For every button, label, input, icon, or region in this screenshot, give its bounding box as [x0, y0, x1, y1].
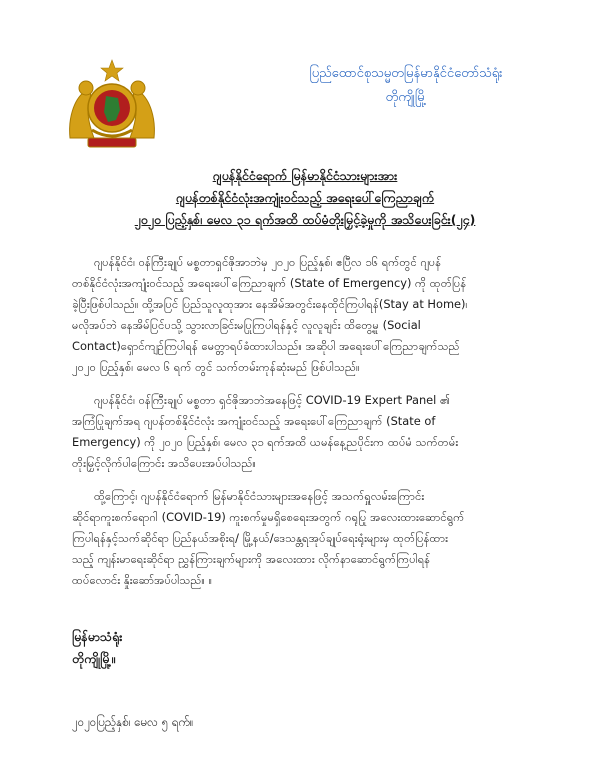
embassy-header	[246, 62, 566, 110]
issue-date: ၂၀၂၀ပြည့်နှစ်၊ မေလ ၅ ရက်။	[72, 715, 194, 729]
paragraph-line: ထပ်လောင်း နှိုးဆော်အပ်ပါသည်။ ။	[72, 573, 213, 587]
title-line-3: ၂၀၂၀ ပြည့်နှစ်၊ မေလ ၃၁ ရက်အထိ ထပ်မံတိုးမြှင့်ခဲ့မှုကို အသိပေးခြင်း(၂၄)	[134, 212, 476, 227]
paragraph-3	[72, 486, 538, 591]
paragraph-line: သည့် ကျန်းမာရေးဆိုင်ရာ ညွှန်ကြားချက်များကို အလေးထား လိုက်နာဆောင်ရွက်ကြပါရန်	[72, 552, 431, 566]
title-line-1: ဂျပန်နိုင်ငံရောက် မြန်မာနိုင်ငံသားများအား	[212, 168, 398, 183]
paragraph-line: ဂျပန်နိုင်ငံ၊ ဝန်ကြီးချုပ် မစ္စတာ ရှင်ဇိုအာဘဲအနေဖြင့် COVID-19 Expert Panel ၏	[94, 393, 451, 407]
paragraph-line: ခဲ့ပြီးဖြစ်ပါသည်။ ထို့အပြင် ပြည်သူလူထုအား နေအိမ်အတွင်းနေထိုင်ကြပါရန်(Stay at Home)၊	[72, 297, 468, 311]
paragraph-line: မလိုအပ်ဘဲ နေအိမ်ပြင်ပသို့ သွားလာခြင်းမပြုကြပါရန်နှင့် လူလူချင်း ထိတွေ့မှု (Social	[72, 318, 421, 332]
embassy-name: ပြည်ထောင်စုသမ္မတမြန်မာနိုင်ငံတော်သံရုံး	[309, 66, 503, 81]
paragraph-line: Emergency) ကို ၂၀၂၀ ပြည့်နှစ်၊ မေလ ၃၁ ရက်အထိ ယမန်နေ့ညပိုင်းက ထပ်မံ သက်တမ်း	[72, 435, 459, 449]
signature-line-2: တိုကျိုမြို့။	[72, 651, 116, 666]
paragraph-line: ၂၀၂၀ ပြည့်နှစ်၊ မေလ ၆ ရက် တွင် သက်တမ်းကုန်ဆုံးမည် ဖြစ်ပါသည်။	[72, 360, 360, 374]
paragraph-line: ထို့ကြောင့်၊ ဂျပန်နိုင်ငံရောက် မြန်မာနိုင်ငံသားများအနေဖြင့် အသက်ရှူလမ်းကြောင်း	[94, 489, 425, 503]
paragraph-line: တစ်နိုင်ငံလုံးအကျုံးဝင်သည့် အရေးပေါ်ကြေညာချက် (State of Emergency) ကို ထုတ်ပြန်	[72, 276, 467, 290]
paragraph-2	[72, 390, 538, 474]
paragraph-line: တိုးမြှင့်လိုက်ပါကြောင်း အသိပေးအပ်ပါသည်။	[72, 456, 256, 470]
embassy-city: တိုကျိုမြို့	[385, 90, 427, 105]
paragraph-line: ဂျပန်နိုင်ငံ၊ ဝန်ကြီးချုပ် မစ္စတာရှင်ဇိုအာဘဲမှ ၂၀၂၀ ပြည့်နှစ်၊ ဧပြီလ ၁၆ ရက်တွင် ဂျပန်	[94, 255, 442, 269]
paragraph-line: Contact)ရှောင်ကျဉ်ကြပါရန် မေတ္တာရပ်ခံထားပါသည်။ အဆိုပါ အရေးပေါ်ကြေညာချက်သည်	[72, 339, 460, 353]
paragraph-line: အကြံပြုချက်အရ ဂျပန်တစ်နိုင်ငံလုံး အကျုံးဝင်သည့် အရေးပေါ်ကြေညာချက် (State of	[72, 414, 436, 428]
signature-block	[72, 626, 122, 670]
paragraph-line: ဆိုင်ရာကူးစက်ရောဂါ (COVID-19) ကူးစက်မှုမရှိစေရေးအတွက် ဂရုပြု အလေးထားဆောင်ရွက်	[72, 510, 465, 524]
signature-line-1: မြန်မာသံရုံး	[72, 629, 123, 644]
paragraph-line: ကြပါရန်နှင့်သက်ဆိုင်ရာ ပြည်နယ်အစိုးရ/ မြို့နယ်/ဒေသန္တရအုပ်ချုပ်ရေးရုံးများမှ ထုတ်ပြန်ထား	[72, 531, 449, 545]
announcement-title	[70, 165, 540, 231]
paragraph-1	[72, 252, 538, 378]
state-emblem	[62, 58, 162, 150]
title-line-2: ဂျပန်တစ်နိုင်ငံလုံးအကျုံးဝင်သည့် အရေးပေါ်ကြေညာချက်	[175, 190, 435, 205]
